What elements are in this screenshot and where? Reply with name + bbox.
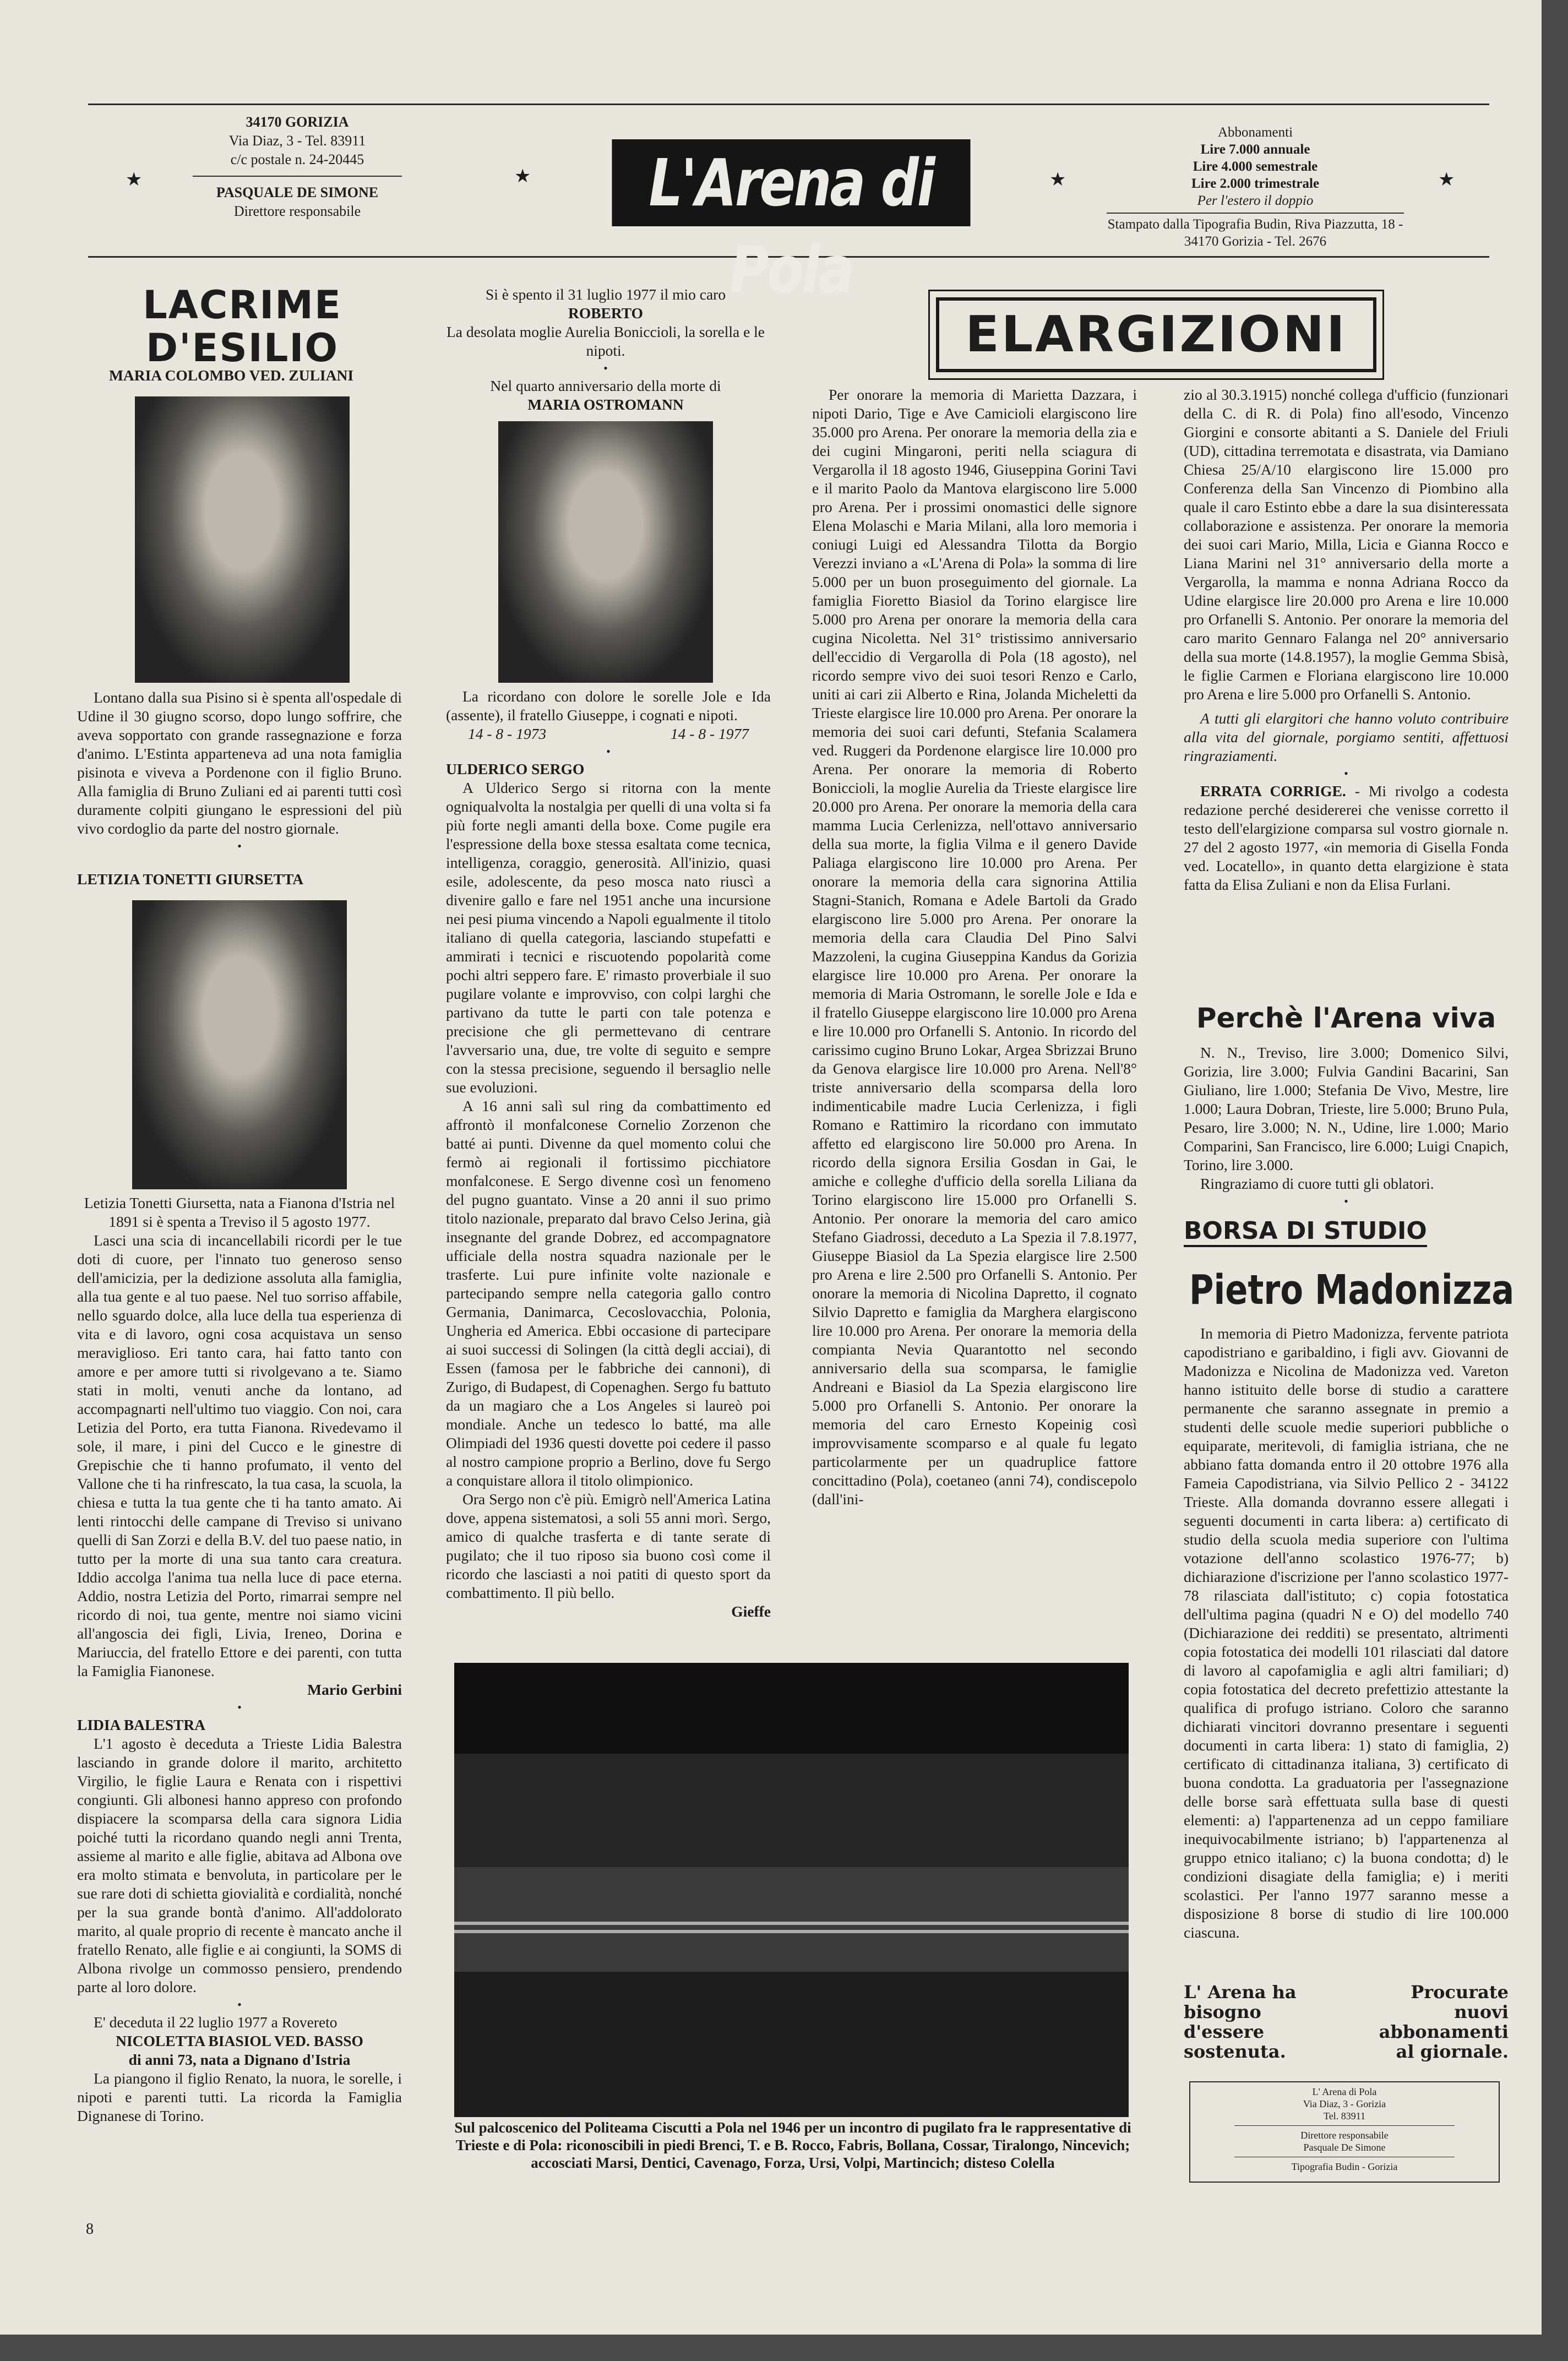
subscription-quarter: Lire 2.000 trimestrale bbox=[1191, 176, 1320, 191]
promo-left: L' Arena ha bisogno d'essere sostenuta. bbox=[1184, 1982, 1297, 2062]
zuliani-portrait bbox=[135, 396, 350, 683]
star-ornament: ★ bbox=[1049, 170, 1066, 190]
sergo-text-3: Ora Sergo non c'è più. Emigrò nell'America Latina dove, appena sistematosi, a soli 55 anni morì. Sergo, amico di qualche trasferta e di tante serate di pugilato; che il tuo riposo sia buono così come il ricordo che lasciasti a noi patiti di questo sport da combattimento. Il più bello. bbox=[446, 1490, 771, 1601]
bullet: • bbox=[237, 1998, 242, 2011]
subscriptions-title: Abbonamenti bbox=[1217, 125, 1293, 140]
borsa-title: BORSA DI STUDIO bbox=[1184, 1217, 1427, 1247]
promo-right: Procurate nuovi abbonamenti al giornale. bbox=[1379, 1982, 1509, 2062]
bullet: • bbox=[606, 744, 611, 758]
roberto-intro: Si è spento il 31 luglio 1977 il mio caro bbox=[485, 286, 726, 303]
ring-rope bbox=[454, 1930, 1129, 1933]
lacrime-title-line1: LACRIME bbox=[143, 282, 342, 328]
colophon-line: Tipografia Budin - Gorizia bbox=[1291, 2161, 1398, 2172]
ostromann-text: La ricordano con dolore le sorelle Jole e Ida (assente), il fratello Giuseppe, i cognati e nipoti. bbox=[446, 688, 771, 723]
zuliani-heading: MARIA COLOMBO VED. ZULIANI bbox=[108, 367, 354, 384]
lacrime-title-line2: D'ESILIO bbox=[146, 325, 339, 371]
photo-caption: Sul palcoscenico del Politeama Ciscutti a Pola nel 1946 per un incontro di pugilato fra le rappresentative di Trieste e di Pola: riconoscibili in piedi Brenci, T. e B. Rocco, Fabris, Bollana, Cossar, Tiralongo, Nincevich; accosciati Marsi, Dentici, Cavenago, Forza, Ursi, Volpi, Martincich; disteso Colella bbox=[454, 2119, 1131, 2171]
subscription-semester: Lire 4.000 semestrale bbox=[1193, 159, 1318, 174]
elargizioni-continued bbox=[1184, 385, 1509, 894]
sergo-signature: Gieffe bbox=[731, 1603, 771, 1620]
sergo-text: A Ulderico Sergo si ritorna con la mente ogniqualvolta la nostalgia per quelli di una volta si fa più forte negli amanti della boxe. Come pugile era l'espressione della boxe stessa esaltata come tecnica, intelligenza, coraggio, generosità. All'inizio, quasi esile, adolescente, da peso mosca nato riuscì a divenire gallo e fare nel 1951 anche una incursione nei pesi piuma vincendo a Napoli egualmente il titolo italiano di quella categoria, lasciando stupefatti e ammirati i tecnici e riscuotendo popolarità come pochi altri seppero fare. E' rimasto proverbiale il suo pugilare volante e improvviso, con colpi larghi che partivano da tutte le parti con tale potenza e precisione che gli permettevano di centrare l'avversario una, due, tre volte di seguito e sempre con la stessa precisione, seguendo il bersaglio nelle sue evoluzioni. bbox=[446, 779, 771, 1096]
roberto-name: ROBERTO bbox=[568, 304, 644, 322]
giursetta-signature: Mario Gerbini bbox=[307, 1681, 402, 1698]
date-right: 14 - 8 - 1977 bbox=[670, 725, 749, 742]
pietro-title: Pietro Madonizza bbox=[1189, 1266, 1515, 1314]
bullet: • bbox=[1344, 766, 1348, 780]
giursetta-portrait bbox=[132, 900, 347, 1189]
ulderico-sergo-article bbox=[446, 687, 771, 1621]
giursetta-heading: LETIZIA TONETTI GIURSETTA bbox=[77, 871, 304, 888]
elargizioni-text: Per onorare la memoria di Marietta Dazzara, i nipoti Dario, Tige e Ave Camicioli elargiscono lire 35.000 pro Arena. Per onorare la memoria della zia e dei cugini Mingaroni, periti nella sciagura di Vergarolla il 18 agosto 1946, Giuseppina Gorini Tavi e il marito Paolo da Mantova elargiscono lire 5.000 pro Arena. Per i prossimi onomastici delle signore Elena Molaschi e Maria Milani, alla loro memoria i coniugi Luigi ed Alessandra Tilotta da Borgio Verezzi inviano a «L'Arena di Pola» la somma di lire 5.000 per un buon proseguimento del giornale. La famiglia Fioretto Biasiol da Torino elargisce lire 5.000 pro Arena per onorare la memoria della cara cugina Nicoletta. Nel 31° tristissimo anniversario dell'eccidio di Vergarolla di Pola (18 agosto), nel ricordo sempre vivo dei suoi tesori Renzo e Carlo, uniti ai cari zii Alberto e Rina, Jolanda Micheletti da Trieste elargisce lire 10.000 pro Arena. Per onorare la memoria dei suoi cari defunti, Stefania Scalamera ved. Ruggeri da Pordenone elargisce lire 10.000 pro Arena. Per onorare la memoria di Roberto Boniccioli, la moglie Aurelia da Trieste elargisce lire 20.000 pro Arena. Per onorare la memoria della cara mamma Lucia Cerlenizza, nell'ottavo anniversario della sua morte, la figlia Vilma e il genero Davide Paliaga elargiscono lire 10.000 pro Arena. Per onorare la memoria della cara signorina Attilia Stagni-Stanich, Romana e Adele Bartoli da Grado elargiscono lire 5.000 pro Arena. Per onorare la memoria della cara Claudia Del Pino Salvi Mazzoleni, la cugina Giuseppina Kandus da Gorizia elargisce lire 10.000 pro Arena. Per onorare la memoria di Maria Ostromann, le sorelle Jole e Ida e il fratello Giuseppe elargiscono lire 10.000 pro Arena e lire 10.000 pro Orfanelli S. Antonio. In ricordo del carissimo cugino Bruno Lokar, Argea Sbrizzai Bruno da Genova elargisce lire 10.000 pro Arena. Nell'8° triste anniversario della scomparsa della loro indimenticabile madre Lucia Cerlenizza, i figli Romano e Rattimiro la ricordano con immutato affetto ed elargiscono lire 50.000 pro Arena. In ricordo della signora Ersilia Gosdan in Gai, le amiche e colleghe d'ufficio della sorella Liliana da Torino elargiscono lire 15.000 pro Orfanelli S. Antonio. Per onorare la memoria del caro amico Stefano Giadrossi, deceduto a La Spezia il 7.8.1977, Giuseppe Biasiol da La Spezia elargisce lire 2.500 pro Arena e lire 2.500 pro Orfanelli S. Antonio. Per onorare la memoria di Nicolina Dapretto, il cognato Silvio Dapretto e famiglia da Marghera elargiscono lire 10.000 pro Arena. Per onorare la memoria della compianta Nevia Quarantotto nel secondo anniversario della sua scomparsa, le famiglie Andreani e Biasiol da La Spezia elargiscono lire 5.000 pro Orfanelli S. Antonio. Per onorare la memoria del caro Ernesto Kopeinig così improvvisamente scomparso e al quale fu legato particolarmente per un quadruplice fattore concittadino (Pola), coetaneo (anni 74), condiscepolo (dall'ini- bbox=[812, 386, 1137, 1508]
ostromann-portrait bbox=[498, 421, 713, 683]
date-left: 14 - 8 - 1973 bbox=[468, 725, 547, 742]
giursetta-text: Lasci una scia di incancellabili ricordi per le tue doti di cuore, per l'innato tuo generoso senso dell'amicizia, per la dedizione assoluta alla famiglia, alla tua gente e al tuo paese. Nel tuo sorriso affabile, nello sguardo dolce, alla luce della tua esperienza di vita e di lavoro, ogni cosa acquistava un senso meraviglioso. Eri tanto cara, hai fatto tanto con amore e per amore tutti si rivolgevano a te. Siamo stati in molti, venuti anche da lontano, ad accompagnarti nell'ultimo tuo viaggio. Con noi, cara Letizia del Porto, era tutta Fianona. Rivedevamo il sole, il mare, i pini del Cucco e le ginestre di Grepischie che ti hanno profumato, il vento del Vallone che ti ha rinfrescato, la tua casa, la scuola, la chiesa e tutta la tua gente che ti ha tanto amato. Ai lenti rintocchi delle campane di Treviso si univano quelli di San Zorzi e della B.V. del tuo paese natio, in tutto per la morte di una sua tanto cara creatura. Iddio accolga l'anima tua nella luce di pace eterna. Addio, nostra Letizia del Porto, rimarrai sempre nel ricordo di noi, tua gente, mentre noi siamo vicini all'angoscia dei figli, Livia, Ireneo, Dorina e Mariuccia, del fratello Ettore e dei parenti, con tutta la Famiglia Fianonese. bbox=[77, 1232, 402, 1679]
star-ornament: ★ bbox=[514, 166, 531, 187]
errata-heading: ERRATA CORRIGE. bbox=[1200, 782, 1346, 799]
colophon-box bbox=[1189, 2081, 1500, 2183]
masthead-postal: c/c postale n. 24-20445 bbox=[230, 151, 364, 167]
thanks-note: A tutti gli elargitori che hanno voluto contribuire alla vita del giornale, porgiamo sentiti, affettuosi ringraziamenti. bbox=[1184, 710, 1509, 764]
basso-name: NICOLETTA BIASIOL VED. BASSO bbox=[116, 2032, 363, 2049]
colophon-line: Pasquale De Simone bbox=[1303, 2142, 1386, 2153]
giursetta-intro: Letizia Tonetti Giursetta, nata a Fianona d'Istria nel 1891 si è spenta a Treviso il 5 agosto 1977. bbox=[84, 1194, 395, 1230]
elargizioni-text-continued: zio al 30.3.1915) nonché collega d'ufficio (funzionari della C. di R. di Pola) fino all'esodo, Vincenzo Giorgini e consorte abitanti a S. Daniele del Friuli (UD), cittadina terremotata e disastrata, via Damiano Chiesa 25/A/10 elargiscono lire 15.000 pro Conferenza della San Vincenzo di Piombino alla quale il caro Estinto ebbe a dare la sua disinteressata collaborazione e assistenza. Per onorare la memoria dei suoi cari Mario, Milla, Licia e Gianna Rocco e Liana Marini nel 31° anniversario della morte a Vergarolla, la mamma e nonna Adriana Rocco da Udine elargisce lire 20.000 pro Arena e lire 10.000 pro Orfanelli S. Antonio. Per onorare la memoria del caro marito Gennaro Falanga nel 20° anniversario della sua morte (14.8.1957), la moglie Gemma Sbisà, le figlie Carmen e Floriana elargiscono lire 10.000 pro Arena e lire 5.000 pro Orfanelli S. Antonio. bbox=[1184, 386, 1509, 703]
top-rule bbox=[88, 104, 1489, 105]
perche-thanks: Ringraziamo di cuore tutti gli oblatori. bbox=[1200, 1175, 1434, 1192]
roberto-notice bbox=[440, 285, 771, 414]
colophon-line: Via Diaz, 3 - Gorizia bbox=[1303, 2098, 1386, 2109]
ostromann-name: MARIA OSTROMANN bbox=[527, 396, 684, 413]
balestra-text: L'1 agosto è deceduta a Trieste Lidia Balestra lasciando in grande dolore il marito, architetto Virgilio, le figlie Laura e Renata con i rispettivi congiunti. Gli albonesi hanno appreso con profondo dispiacere la scomparsa della cara signora Lidia poiché tutti la ricordano quando negli anni Trenta, assieme al marito e alle figlie, abitava ad Albona ove era molto stimata e benvoluta, in particolare per le sue rare doti di schietta giovialità e cordialità, nonché per la sua grande bontà d'animo. All'addolorato marito, al quale proprio di recente è mancato anche il fratello Renato, alle figlie e ai congiunti, la SOMS di Albona rivolge un commosso pensiero, prendendo parte al loro dolore. bbox=[77, 1735, 402, 1995]
subscription-foreign: Per l'estero il doppio bbox=[1197, 193, 1314, 208]
lacrime-title bbox=[99, 284, 385, 369]
printer-info: Stampato dalla Tipografia Budin, Riva Piazzutta, 18 - 34170 Gorizia - Tel. 2676 bbox=[1107, 217, 1403, 249]
elargizioni-heading: ELARGIZIONI bbox=[936, 297, 1376, 372]
star-ornament: ★ bbox=[1438, 170, 1455, 190]
borsa-section bbox=[1184, 1324, 1509, 1942]
basso-text: La piangono il figlio Renato, la nuora, le sorelle, i nipoti e parenti tutti. La ricorda la Famiglia Dignanese di Torino. bbox=[77, 2070, 402, 2124]
sergo-heading: ULDERICO SERGO bbox=[446, 760, 585, 777]
giursetta-obituary bbox=[77, 1194, 402, 2125]
basso-born: di anni 73, nata a Dignano d'Istria bbox=[128, 2051, 351, 2068]
perche-text: N. N., Treviso, lire 3.000; Domenico Silvi, Gorizia, lire 3.000; Fulvia Gandini Bacarini, San Giuliano, lire 1.000; Stefania De Vivo, Mestre, lire 1.000; Laura Dobran, Trieste, lire 5.000; Bruno Pula, Pesaro, lire 3.000; N. N., Udine, lire 1.000; Mario Comparini, San Francisco, lire 6.000; Luigi Cnapich, Torino, lire 3.000. bbox=[1184, 1044, 1509, 1173]
balestra-heading: LIDIA BALESTRA bbox=[77, 1716, 206, 1733]
ostromann-dates bbox=[446, 725, 771, 743]
newspaper-logo: L'Arena di Pola bbox=[612, 139, 970, 226]
perche-title: Perchè l'Arena viva bbox=[1196, 1002, 1496, 1034]
errata-text: - Mi rivolgo a codesta redazione perché desidererei che venisse corretto il testo dell'elargizione comparsa sul vostro giornale n. 27 del 2 agosto 1977, «in memoria di Gisella Fonda ved. Locatello», in quanto detta elargizione è stata fatta da Elisa Zuliani e non da Elisa Furlani. bbox=[1184, 782, 1509, 893]
masthead-subscriptions bbox=[1096, 124, 1415, 250]
bullet: • bbox=[1344, 1194, 1348, 1208]
page-number: 8 bbox=[86, 2221, 94, 2238]
masthead-address bbox=[182, 113, 413, 221]
masthead-director-name: PASQUALE DE SIMONE bbox=[216, 184, 379, 200]
sergo-text-2: A 16 anni salì sul ring da combattimento ed affrontò il monfalconese Cornelio Zorzenon che batté ai punti. Divenne da quel momento colui che fermò ai regionali il fortissimo picchiatore monfalconese. E Sergo divenne così un fenomeno del pugno guantato. Vinse a 20 anni il suo primo titolo nazionale, preparato dal bravo Celso Jerina, già insegnante del grande Dobrez, ed accompagnatore ufficiale della nostra squadra nazionale per le trasferte. Lui pure infinite volte nazionale e partecipando sempre nella categoria gallo contro Germania, Danimarca, Cecoslovacchia, Polonia, Ungheria ed America. Ebbi occasione di partecipare ai suoi successi di Solingen (la città degli acciai), di Essen (famosa per le fabbriche dei cannoni), di Zurigo, di Budapest, di Copenaghen. Sergo fu battuto da un magiaro che a Los Angeles si laureò poi mondiale. Anche un tedesco lo batté, ma alle Olimpiadi del 1936 questi dovette poi cedere il passo al nostro campione proprio a Berlino, dove fu Sergo a conquistare allora il titolo olimpionico. bbox=[446, 1097, 771, 1489]
bullet: • bbox=[603, 361, 608, 375]
colophon-line: L' Arena di Pola bbox=[1312, 2086, 1377, 2097]
colophon-line: Tel. 83911 bbox=[1323, 2110, 1366, 2121]
boxing-team-photo bbox=[454, 1663, 1129, 2117]
bullet: • bbox=[237, 839, 242, 853]
bullet: • bbox=[237, 1700, 242, 1714]
perche-section bbox=[1184, 1043, 1509, 1210]
zuliani-text: Lontano dalla sua Pisino si è spenta all'ospedale di Udine il 30 giugno scorso, dopo lungo soffrire, che aveva sopportato con grande rassegnazione e forza d'animo. L'Estinta apparteneva ad una nota famiglia pisinota e viveva a Pordenone con il figlio Bruno. Alla famiglia di Bruno Zuliani ed ai parenti tutti così duramente colpiti giungano le espressioni del più vivo cordoglio da parte del nostro giornale. bbox=[77, 689, 402, 837]
borsa-text: In memoria di Pietro Madonizza, fervente patriota capodistriano e garibaldino, i figli avv. Giovanni de Madonizza e Nicolina de Madonizza ved. Vareton hanno istituito delle borse di studio a carattere permanente che saranno assegnate in premio a studenti delle scuole medie superiori pubbliche o equiparate, meritevoli, di famiglia istriana, che ne abbiano fatta domanda entro il 20 ottobre 1976 alla Fameia Capodistriana, via Silvio Pellico 2 - 34122 Trieste. Alla domanda dovranno essere allegati i seguenti documenti in carta libera: a) certificato di studio della scuola media superiore con l'ultima votazione dell'anno scolastico 1976-77; b) dichiarazione d'iscrizione per l'anno scolastico 1977-78 rilasciata dall'istituto; c) copia fotostatica dell'ultima pagina (quadri N e O) del modello 740 (Dichiarazione dei redditi) se presentato, altrimenti copia fotostatica dei modelli 101 rilasciati dal datore di lavoro al capofamiglia e agli altri familiari; d) copia fotostatica del decreto prefettizio attestante la qualifica di profugo istriano. Coloro che saranno dichiarati vincitori dovranno presentare i seguenti documenti in carta libera: 1) stato di famiglia, 2) certificato di cittadinanza italiana, 3) certificato di buona condotta. La graduatoria per l'assegnazione delle borse sarà effettuata sulla base di questi elementi: a) l'appartenenza ad un ceppo familiare inequivocabilmente istriano; b) l'appartenenza al gruppo etnico italiano; c) la buona condotta; d) le condizioni disagiate della famiglia; e) i meriti scolastici. Per l'anno 1977 saranno messe a disposizione 8 borse di studio di lire 100.000 ciascuna. bbox=[1184, 1325, 1509, 1941]
masthead-director-role: Direttore responsabile bbox=[233, 203, 361, 219]
masthead-street: Via Diaz, 3 - Tel. 83911 bbox=[228, 133, 366, 149]
colophon-line: Direttore responsabile bbox=[1300, 2130, 1389, 2141]
masthead-city: 34170 GORIZIA bbox=[246, 114, 349, 130]
star-ornament: ★ bbox=[126, 170, 143, 190]
elargizioni-column bbox=[812, 385, 1137, 1509]
ostromann-intro: Nel quarto anniversario della morte di bbox=[490, 377, 721, 394]
roberto-text: La desolata moglie Aurelia Boniccioli, la sorella e le nipoti. bbox=[446, 323, 765, 359]
ring-rope bbox=[454, 1922, 1129, 1925]
basso-intro: E' deceduta il 22 luglio 1977 a Rovereto bbox=[94, 2014, 337, 2031]
subscription-annual: Lire 7.000 annuale bbox=[1200, 142, 1310, 157]
zuliani-obituary bbox=[77, 688, 402, 855]
